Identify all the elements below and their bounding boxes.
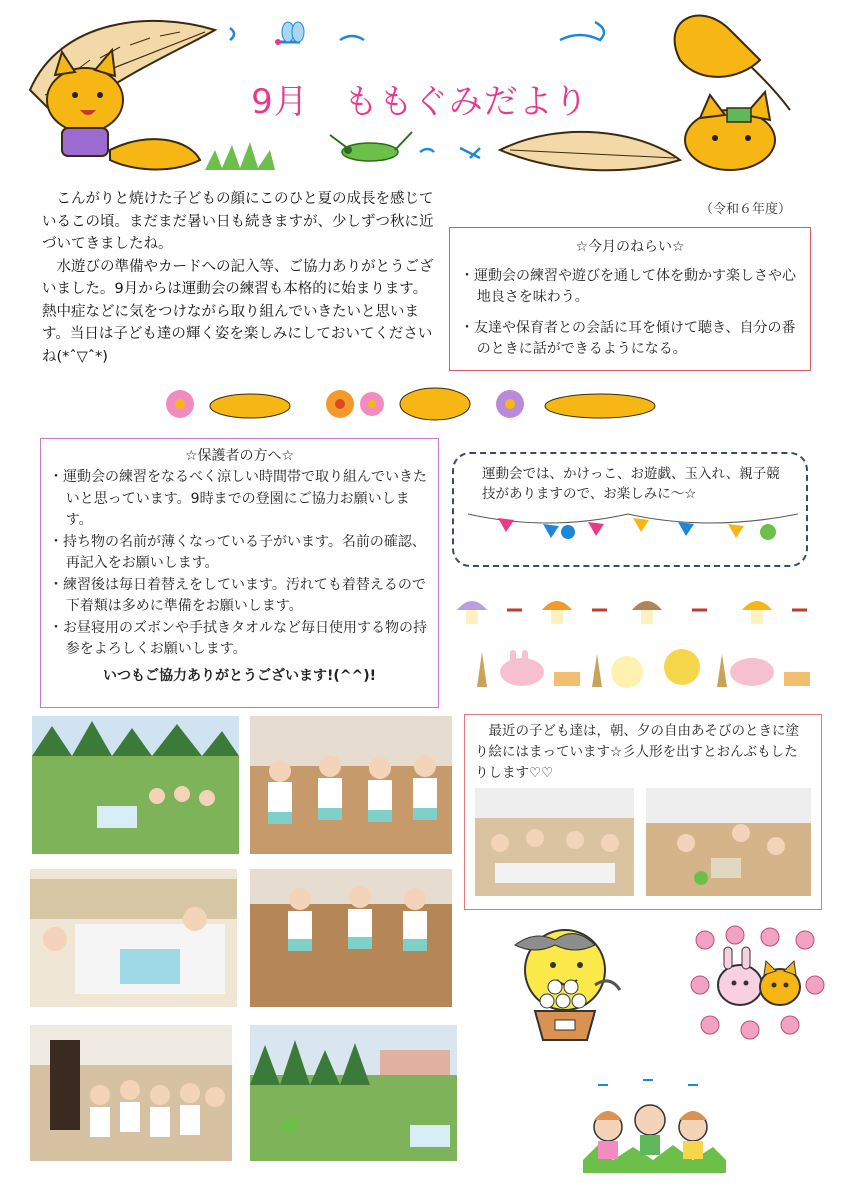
sports-day-box bbox=[452, 452, 808, 567]
photo-dolls bbox=[646, 788, 811, 896]
free-play-box bbox=[464, 714, 822, 910]
kids-icon bbox=[578, 1075, 728, 1175]
flower-icon bbox=[360, 392, 384, 416]
photo-coloring bbox=[475, 788, 634, 896]
squirrel-icon bbox=[675, 16, 775, 170]
mushroom-icon bbox=[632, 601, 662, 624]
mushroom-icon bbox=[457, 601, 487, 624]
cat-icon bbox=[760, 961, 800, 1005]
squirrel-icon bbox=[545, 394, 655, 418]
rabbit-moon-row bbox=[462, 642, 822, 692]
sports-day-illustration bbox=[468, 508, 798, 544]
flower-icon bbox=[166, 390, 194, 418]
aim-item: ・運動会の練習や遊びを通して体を動かす楽しさや心地良さを味わう。 bbox=[460, 268, 796, 305]
rabbit-icon bbox=[611, 656, 643, 688]
grasshopper-icon bbox=[330, 132, 412, 161]
mushroom-icon bbox=[542, 601, 572, 624]
intro-paragraph-2: 水遊びの準備やカードへの記入等、ご協力ありがとうございました。9月からは運動会の練習も本格的に始まります。熱中症などに気をつけながら取り組んでいきたいと思います。当日は子ども達の輝く姿を楽しみにしておいてくださいね(*ˆ▽ˆ*) bbox=[42, 258, 434, 365]
dragonfly-icon bbox=[275, 22, 304, 45]
divider-decoration bbox=[160, 382, 680, 426]
photo-jump bbox=[250, 869, 452, 1007]
monthly-aims-box bbox=[449, 227, 811, 371]
moon-dango-icon bbox=[664, 649, 700, 685]
sports-day-text: 運動会では、かけっこ、お遊戯、玉入れ、親子競技がありますので、お楽しみに～☆ bbox=[482, 466, 780, 502]
mushroom-row bbox=[452, 592, 817, 632]
guardian-closing: いつもご協力ありがとうございます!(^^)! bbox=[102, 667, 377, 684]
free-play-text: 最近の子ども達は，朝、夕の自由あそびのときに塗り絵にはまっています☆彡人形を出すとおんぶもしたりします♡♡ bbox=[475, 723, 799, 781]
flower-icon bbox=[496, 390, 524, 418]
page-title: 9月 ももぐみだより bbox=[251, 82, 589, 122]
intro-paragraph-1: こんがりと焼けた子どもの顔にこのひと夏の成長を感じているこの頃。まだまだ暑い日も続きますが、少しずつ秋に近づいてきましたね。 bbox=[42, 191, 434, 252]
squirrel-icon bbox=[210, 394, 290, 418]
intro-text bbox=[42, 188, 440, 368]
guardian-notice-box bbox=[40, 438, 439, 708]
moon-dango-icon bbox=[554, 658, 580, 686]
fiscal-year: （令和６年度） bbox=[700, 202, 792, 217]
mushroom-icon bbox=[742, 601, 772, 624]
rabbit-icon bbox=[500, 650, 544, 686]
photo-field-play bbox=[250, 1025, 457, 1161]
photo-water-play bbox=[32, 716, 239, 854]
rabbit-icon bbox=[718, 947, 762, 1005]
moon-dango-icon bbox=[784, 672, 810, 686]
cosmos-icon bbox=[690, 925, 825, 1040]
grass-icon bbox=[205, 142, 275, 170]
photo-dance bbox=[250, 716, 452, 854]
aims-title: ☆今月のねらい☆ bbox=[575, 239, 685, 255]
photo-group-teacher bbox=[30, 1025, 232, 1161]
squirrel-icon bbox=[400, 388, 470, 420]
guardian-item: ・持ち物の名前が薄くなっている子がいます。名前の確認、再記入をお願いします。 bbox=[49, 533, 426, 571]
guardian-title: ☆保護者の方へ☆ bbox=[184, 448, 295, 464]
photo-table-craft bbox=[30, 869, 237, 1007]
flower-icon bbox=[326, 390, 354, 418]
guardian-item: ・お昼寝用のズボンや手拭きタオルなど毎日使用する物の持参をよろしくお願いします。 bbox=[49, 619, 427, 657]
guardian-item: ・運動会の練習をなるべく涼しい時間帯で取り組んでいきたいと思っています。9時までの登園にご協力お願いします。 bbox=[49, 469, 427, 528]
guardian-item: ・練習後は毎日着替えをしています。汚れても着替えるので下着類は多めに準備をお願いします。 bbox=[49, 576, 426, 614]
rabbit-icon bbox=[730, 658, 774, 686]
aim-item: ・友達や保育者との会話に耳を傾けて聴き、自分の番のときに話ができるようになる。 bbox=[460, 320, 796, 357]
moon-dango-icon bbox=[495, 925, 625, 1045]
